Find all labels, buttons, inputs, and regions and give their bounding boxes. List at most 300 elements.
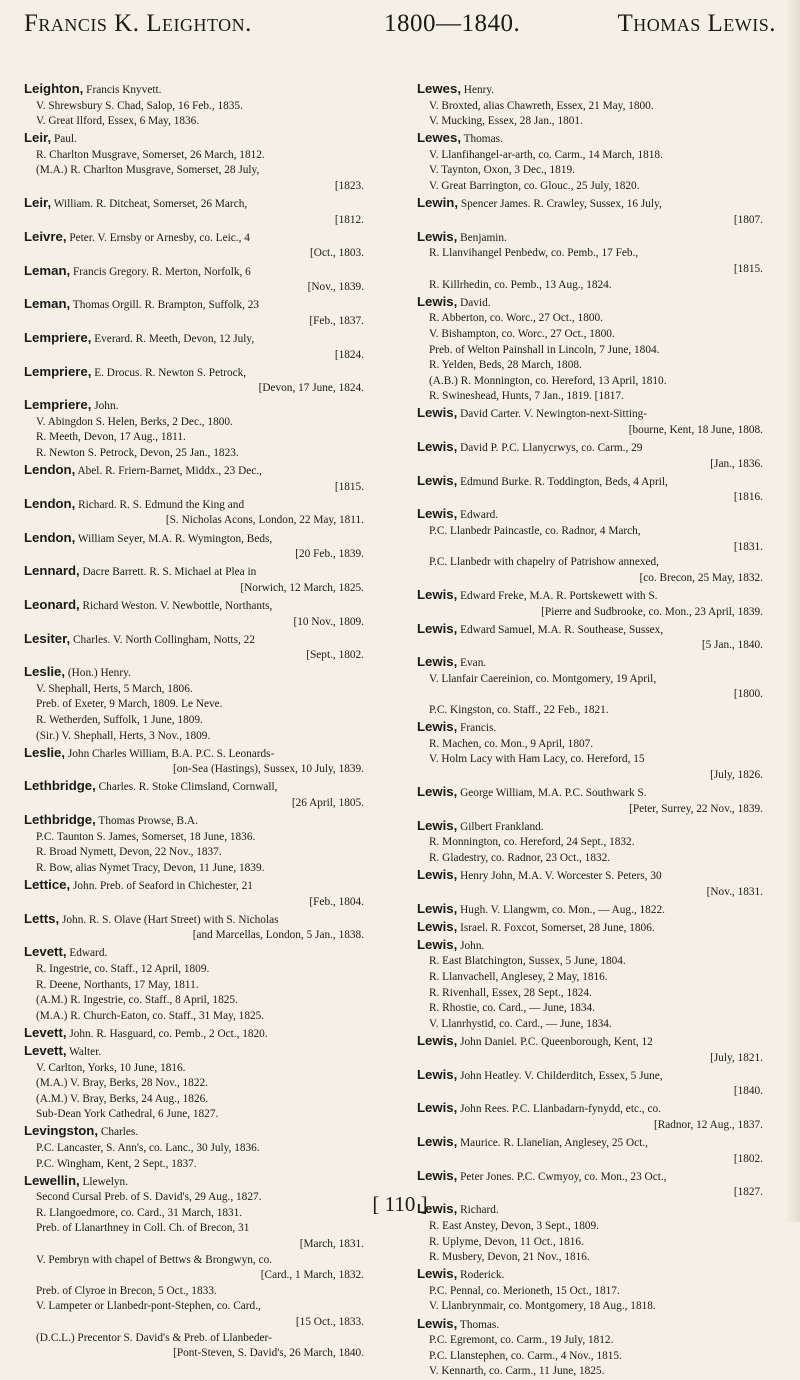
entry-heading-text: Peter Jones. P.C. Cwmyoy, co. Mon., 23 Oct., — [457, 1170, 667, 1183]
entry-line: Preb. of Llanarthney in Coll. Ch. of Brecon, 31 — [36, 1222, 250, 1235]
entry-line: R. East Blatchington, Sussex, 5 June, 1804. — [429, 955, 626, 968]
entry-line: [March, 1831. — [299, 1238, 364, 1251]
entry-line: (M.A.) V. Bray, Berks, 28 Nov., 1822. — [36, 1077, 208, 1090]
entry-heading-text: Paul. — [51, 133, 77, 146]
entry-surname: Lennard, — [24, 563, 80, 579]
entry-line: V. Bishampton, co. Worc., 27 Oct., 1800. — [429, 327, 615, 340]
entry-surname: Lewis, — [417, 586, 458, 602]
entry — [417, 901, 763, 919]
entry-line: (M.A.) R. Church-Eaton, co. Staff., 31 May, 1825. — [36, 1009, 265, 1022]
entry-line: P.C. Llanstephen, co. Carm., 4 Nov., 1815. — [429, 1349, 622, 1362]
left-column — [24, 81, 364, 1362]
entry-line: [Nov., 1831. — [706, 885, 763, 898]
entry-line: R. Meeth, Devon, 17 Aug., 1811. — [36, 431, 186, 444]
entry-line: [5 Jan., 1840. — [701, 639, 763, 652]
entry — [24, 229, 364, 262]
entry-surname: Leonard, — [24, 596, 80, 612]
entry-heading — [417, 1033, 763, 1051]
entry-line: R. Charlton Musgrave, Somerset, 26 March, 1812. — [36, 148, 265, 161]
entry-heading-text: George William, M.A. P.C. Southwark S. — [457, 787, 647, 800]
entry-surname: Leir, — [24, 130, 52, 146]
entry-surname: Lewis, — [417, 472, 458, 488]
entry-heading-text: Thomas Orgill. R. Brampton, Suffolk, 23 — [70, 299, 260, 312]
entry-surname: Lethbridge, — [24, 778, 96, 794]
entry-heading-text: (Hon.) Henry. — [65, 667, 131, 680]
entry-heading-text: John. R. Hasguard, co. Pemb., 2 Oct., 1820. — [66, 1027, 268, 1040]
entry-heading-text: Benjamin. — [457, 231, 507, 244]
entry-heading — [24, 745, 364, 763]
entry-line: R. Rhostie, co. Card., — June, 1834. — [429, 1002, 595, 1015]
entry-line: [Peter, Surrey, 22 Nov., 1839. — [629, 802, 763, 815]
entry-line: Preb. of Clyroe in Brecon, 5 Oct., 1833. — [36, 1284, 217, 1297]
entry-line: [1823. — [334, 180, 364, 193]
entry-heading — [24, 664, 364, 682]
entry-heading-text: Francis Knyvett. — [83, 84, 162, 96]
entry-line: Second Cursal Preb. of S. David's, 29 Aug., 1827. — [36, 1191, 262, 1204]
entry-heading — [417, 621, 763, 639]
entry — [24, 195, 364, 228]
entry-line: R. Abberton, co. Worc., 27 Oct., 1800. — [429, 312, 603, 325]
entry — [24, 1043, 364, 1123]
entry-heading-text: Thomas. — [460, 133, 503, 146]
entry-line: V. Taynton, Oxon, 3 Dec., 1819. — [429, 164, 575, 177]
entry-line: [10 Nov., 1809. — [293, 615, 364, 628]
entry-line: [Sept., 1802. — [306, 649, 364, 662]
entry-surname: Lendon, — [24, 495, 76, 511]
entry-heading — [24, 81, 364, 99]
entry-line: R. Newton S. Petrock, Devon, 25 Jan., 1823. — [36, 447, 239, 460]
entry — [417, 195, 763, 228]
entry-heading — [417, 81, 763, 99]
entry — [24, 877, 364, 910]
entry-heading — [417, 1100, 763, 1118]
right-column — [417, 81, 763, 1380]
entry-heading — [417, 1134, 763, 1152]
entry — [417, 784, 763, 817]
entry-line: V. Holm Lacy with Ham Lacy, co. Hereford, 15 — [429, 753, 645, 766]
entry-heading-text: Henry. — [460, 84, 495, 96]
entry-surname: Lewis, — [417, 228, 458, 244]
entry-surname: Lewis, — [417, 1201, 458, 1217]
entry — [417, 439, 763, 472]
entry-surname: Lethbridge, — [24, 812, 96, 828]
entry — [24, 745, 364, 778]
entry-line: [Jan., 1836. — [710, 457, 763, 470]
entry-line: [20 Feb., 1839. — [295, 548, 364, 561]
entry-line: V. Llanfihangel-ar-arth, co. Carm., 14 March, 1818. — [429, 148, 663, 161]
entry-heading — [417, 229, 763, 247]
entry-surname: Leman, — [24, 262, 71, 278]
entry-heading-text: Richard. — [457, 1204, 499, 1217]
entry — [417, 1033, 763, 1066]
entry-heading-text: William Seyer, M.A. R. Wymington, Beds, — [75, 532, 273, 545]
entry-line: [Card., 1 March, 1832. — [260, 1269, 364, 1282]
entry-heading-text: John Heatley. V. Childerditch, Essex, 5 June, — [457, 1069, 663, 1082]
entry-line: R. Wetherden, Suffolk, 1 June, 1809. — [36, 714, 203, 727]
entry-line: R. Bow, alias Nymet Tracy, Devon, 11 June, 1839. — [36, 861, 265, 874]
entry-heading — [24, 563, 364, 581]
entry-surname: Lewis, — [417, 719, 458, 735]
entry-heading-text: Israel. R. Foxcot, Somerset, 28 June, 1806. — [457, 921, 655, 934]
entry-surname: Leighton, — [24, 81, 84, 96]
page-edge-shadow — [786, 0, 800, 1222]
entry-surname: Lewis, — [417, 1134, 458, 1149]
entry-heading-text: Abel. R. Friern-Barnet, Middx., 23 Dec., — [75, 465, 262, 478]
entry-heading-text: Peter. V. Ernsby or Arnesby, co. Leic., 4 — [66, 231, 250, 244]
entry-heading-text: E. Drocus. R. Newton S. Petrock, — [91, 366, 247, 379]
entry — [24, 364, 364, 397]
entry-heading — [24, 877, 364, 895]
entry — [417, 294, 763, 405]
entry — [24, 496, 364, 529]
entry-surname: Lewis, — [417, 1167, 458, 1183]
entry-surname: Levett, — [24, 944, 67, 960]
entry-line: (Sir.) V. Shephall, Herts, 3 Nov., 1809. — [36, 729, 211, 742]
entry-heading — [24, 462, 364, 480]
entry-line: [July, 1826. — [710, 768, 763, 781]
entry — [417, 719, 763, 783]
entry-line: V. Pembryn with chapel of Bettws & Brongwyn, co. — [36, 1253, 273, 1266]
entry-line: V. Kennarth, co. Carm., 11 June, 1825. — [429, 1365, 605, 1378]
entry-heading — [24, 778, 364, 796]
entry-line: [July, 1821. — [710, 1051, 763, 1064]
entry-line: [Radnor, 12 Aug., 1837. — [653, 1118, 763, 1131]
entry-line: R. Deene, Northants, 17 May, 1811. — [36, 978, 199, 991]
entry-line: R. Llanvachell, Anglesey, 2 May, 1816. — [429, 971, 608, 984]
entry — [417, 1134, 763, 1167]
entry-heading-text: Francis Gregory. R. Merton, Norfolk, 6 — [70, 265, 251, 278]
header-date-range: 1800—1840. — [384, 10, 521, 37]
entry-line: V. Shrewsbury S. Chad, Salop, 16 Feb., 1835. — [36, 99, 243, 112]
entry-line: R. Gladestry, co. Radnor, 23 Oct., 1832. — [429, 851, 611, 864]
entry-line: [and Marcellas, London, 5 Jan., 1838. — [192, 929, 364, 942]
entry-line: (A.M.) R. Ingestrie, co. Staff., 8 April, 1825. — [36, 994, 238, 1007]
entry-surname: Lewis, — [417, 1100, 458, 1116]
entry — [24, 530, 364, 563]
entry-heading-text: Edward Samuel, M.A. R. Southease, Sussex, — [457, 623, 664, 636]
entry-line: (A.M.) V. Bray, Berks, 24 Aug., 1826. — [36, 1092, 209, 1105]
entry-line: [Pierre and Sudbrooke, co. Mon., 23 April, 1839. — [541, 605, 763, 618]
entry-heading-text: Edmund Burke. R. Toddington, Beds, 4 April, — [457, 475, 668, 488]
entry-heading — [24, 911, 364, 929]
entry-heading-text: Francis. — [457, 722, 497, 735]
entry-line: V. Great Ilford, Essex, 6 May, 1836. — [36, 115, 200, 128]
entry — [417, 229, 763, 293]
entry — [417, 506, 763, 586]
entry-heading-text: Evan. — [457, 657, 487, 670]
entry-heading-text: John. — [91, 400, 119, 413]
entry-heading-text: Thomas. — [457, 1318, 500, 1331]
entry-surname: Lewis, — [417, 918, 458, 934]
entry-heading — [417, 294, 763, 312]
entry-line: [1807. — [733, 213, 763, 226]
entry-surname: Lewes, — [417, 81, 461, 96]
entry-surname: Lewis, — [417, 405, 458, 421]
entry — [24, 462, 364, 495]
entry — [24, 1123, 364, 1172]
entry-line: [1815. — [334, 480, 364, 493]
entry-heading — [417, 1316, 763, 1334]
entry — [24, 911, 364, 944]
entry-heading-text: Edward. — [457, 509, 499, 522]
entry-heading — [417, 1266, 763, 1284]
entry-heading — [417, 1067, 763, 1085]
entry-heading — [24, 1025, 364, 1043]
entry-line: P.C. Llanbedr with chapelry of Patrishow annexed, — [429, 556, 659, 569]
entry-line: (A.B.) R. Monnington, co. Hereford, 13 April, 1810. — [429, 374, 667, 387]
entry-line: Preb. of Welton Painshall in Lincoln, 7 June, 1804. — [429, 343, 660, 356]
entry — [24, 296, 364, 329]
entry-surname: Lewis, — [417, 784, 458, 800]
page-number: [ 110 ] — [372, 1192, 428, 1216]
entry-heading-text: John Daniel. P.C. Queenborough, Kent, 12 — [457, 1035, 653, 1048]
entry-heading — [417, 1168, 763, 1186]
entry-line: [1800. — [733, 688, 763, 701]
entry-surname: Lewis, — [417, 867, 458, 882]
entry-line: R. Killrhedin, co. Pemb., 13 Aug., 1824. — [429, 278, 612, 291]
entry-line: Sub-Dean York Cathedral, 6 June, 1827. — [36, 1108, 219, 1121]
entry-heading-text: David. — [457, 296, 491, 309]
entry-line: [Pont-Steven, S. David's, 26 March, 1840. — [173, 1347, 364, 1360]
entry-surname: Lewes, — [417, 130, 461, 146]
entry-line: R. Yelden, Beds, 28 March, 1808. — [429, 359, 582, 372]
entry-line: V. Lampeter or Llanbedr-pont-Stephen, co. Card., — [36, 1300, 261, 1313]
entry-line: [co. Brecon, 25 May, 1832. — [639, 571, 763, 584]
entry-line: [26 April, 1805. — [291, 797, 364, 810]
entry-surname: Levingston, — [24, 1123, 98, 1139]
entry-heading — [24, 1173, 364, 1191]
entry-line: P.C. Pennal, co. Merioneth, 15 Oct., 1817. — [429, 1284, 620, 1297]
entry-line: V. Llanbrynmair, co. Montgomery, 18 Aug., 1818. — [429, 1300, 656, 1313]
entry-line: R. Swineshead, Hunts, 7 Jan., 1819. [1817. — [429, 390, 624, 403]
entry — [417, 473, 763, 506]
entry-surname: Lewis, — [417, 654, 458, 670]
header-left: Francis K. Leighton. — [24, 10, 252, 37]
entry-heading-text: David P. P.C. Llanycrwys, co. Carm., 29 — [457, 442, 643, 455]
entry-surname: Lempriere, — [24, 363, 92, 379]
entry-surname: Lesiter, — [24, 630, 71, 646]
entry-heading-text: John. Preb. of Seaford in Chichester, 21 — [70, 880, 253, 892]
entry — [417, 130, 763, 194]
entry-line: (D.C.L.) Precentor S. David's & Preb. of Llanbeder- — [36, 1331, 272, 1344]
entry-heading — [417, 654, 763, 672]
entry-heading-text: Richard. R. S. Edmund the King and — [75, 498, 245, 511]
entry-line: [Oct., 1803. — [310, 247, 364, 260]
entry-surname: Levett, — [24, 1024, 67, 1040]
entry-line: R. Monnington, co. Hereford, 24 Sept., 1832. — [429, 836, 635, 849]
entry-line: [1831. — [733, 540, 763, 553]
entry-line: V. Carlton, Yorks, 10 June, 1816. — [36, 1061, 186, 1074]
entry-line: V. Mucking, Essex, 28 Jan., 1801. — [429, 115, 583, 128]
entry-heading-text: Thomas Prowse, B.A. — [95, 815, 198, 828]
entry-heading — [417, 130, 763, 148]
entry-surname: Lewis, — [417, 620, 458, 636]
entry-heading — [24, 496, 364, 514]
entry — [417, 1067, 763, 1100]
running-header — [24, 10, 776, 50]
entry-heading — [24, 1043, 364, 1061]
entry-line: R. Rivenhall, Essex, 28 Sept., 1824. — [429, 986, 592, 999]
entry-line: [1815. — [733, 263, 763, 276]
entry-heading — [417, 587, 763, 605]
entry-heading-text: Richard Weston. V. Newbottle, Northants, — [79, 599, 273, 612]
entry-line: [1824. — [334, 348, 364, 361]
entry — [24, 330, 364, 363]
entry-heading-text: William. R. Ditcheat, Somerset, 26 March, — [51, 198, 248, 211]
entry-surname: Letts, — [24, 910, 60, 926]
entry-heading — [24, 1123, 364, 1141]
entry-heading — [24, 130, 364, 148]
entry-surname: Lewellin, — [24, 1172, 80, 1188]
entry-line: [Feb., 1804. — [309, 895, 364, 908]
entry-heading-text: David Carter. V. Newington-next-Sitting- — [457, 408, 648, 421]
entry-heading — [24, 296, 364, 314]
entry-line: [Feb., 1837. — [309, 314, 364, 327]
entry-heading — [24, 229, 364, 247]
entry-surname: Lewis, — [417, 1032, 458, 1048]
entry-heading-text: Dacre Barrett. R. S. Michael at Plea in — [79, 566, 257, 579]
entry-heading-text: Everard. R. Meeth, Devon, 12 July, — [91, 332, 255, 345]
entry — [24, 563, 364, 596]
entry-line: R. Machen, co. Mon., 9 April, 1807. — [429, 737, 594, 750]
entry — [417, 405, 763, 438]
entry-line: V. Great Barrington, co. Glouc., 25 July, 1820. — [429, 180, 640, 193]
entry-heading-text: Maurice. R. Llanelian, Anglesey, 25 Oct., — [457, 1137, 648, 1149]
entry — [24, 81, 364, 130]
entry-line: P.C. Taunton S. James, Somerset, 18 June, 1836. — [36, 830, 256, 843]
entry-surname: Lewis, — [417, 439, 458, 455]
entry-surname: Lewis, — [417, 293, 458, 309]
entry — [24, 812, 364, 876]
entry-heading — [417, 195, 763, 213]
entry-surname: Lewis, — [417, 900, 458, 916]
entry-heading — [417, 901, 763, 919]
entry-line: R. Llanvihangel Penbedw, co. Pemb., 17 Feb., — [429, 247, 639, 260]
entry-heading — [417, 506, 763, 524]
entry-line: V. Llanrhystid, co. Card., — June, 1834. — [429, 1017, 612, 1030]
entry — [24, 597, 364, 630]
entry-surname: Leslie, — [24, 664, 66, 680]
entry-line: [15 Oct., 1833. — [295, 1316, 364, 1329]
entry-line: P.C. Llanbedr Paincastle, co. Radnor, 4 March, — [429, 525, 641, 538]
entry-surname: Lendon, — [24, 529, 76, 545]
entry-heading — [24, 397, 364, 415]
entry-surname: Lewis, — [417, 1315, 458, 1331]
entry-heading-text: Hugh. V. Llangwm, co. Mon., — Aug., 1822. — [457, 903, 665, 916]
entry-line: V. Llanfair Caereinion, co. Montgomery, 19 April, — [429, 672, 657, 685]
entry-heading — [417, 473, 763, 491]
entry — [24, 130, 364, 194]
entry-line: [bourne, Kent, 18 June, 1808. — [628, 423, 763, 436]
entry-heading — [417, 719, 763, 737]
entry-line: [1840. — [733, 1085, 763, 1098]
entry-heading-text: Walter. — [66, 1045, 102, 1058]
entry-surname: Leir, — [24, 195, 52, 211]
entry-heading — [417, 867, 763, 885]
entry-surname: Leslie, — [24, 744, 66, 760]
entry-line: Preb. of Exeter, 9 March, 1809. Le Neve. — [36, 698, 223, 711]
entry-heading-text: Charles. — [98, 1126, 139, 1139]
entry-surname: Leman, — [24, 296, 71, 312]
entry — [417, 867, 763, 900]
entry-line: V. Abingdon S. Helen, Berks, 2 Dec., 1800. — [36, 415, 233, 428]
entry-line: [on-Sea (Hastings), Sussex, 10 July, 1839. — [173, 763, 364, 776]
entry-surname: Lewis, — [417, 506, 458, 522]
entry-line: [1816. — [733, 491, 763, 504]
entry — [417, 1100, 763, 1133]
entry-surname: Lewis, — [417, 1066, 458, 1082]
entry-surname: Lewis, — [417, 817, 458, 833]
entry-line: P.C. Kingston, co. Staff., 22 Feb., 1821. — [429, 704, 609, 717]
entry — [417, 81, 763, 130]
entry-heading-text: Charles. R. Stoke Climsland, Cornwall, — [95, 781, 278, 794]
entry-heading-text: Roderick. — [457, 1269, 505, 1282]
entry-line: [1802. — [733, 1152, 763, 1165]
entry — [417, 621, 763, 654]
entry-surname: Lempriere, — [24, 329, 92, 345]
entry-line: [Norwich, 12 March, 1825. — [240, 581, 364, 594]
entry-heading-text: Spencer James. R. Crawley, Sussex, 16 July, — [458, 198, 662, 211]
entry — [24, 944, 364, 1024]
entry-line: V. Shephall, Herts, 5 March, 1806. — [36, 682, 193, 695]
entry-heading-text: Charles. V. North Collingham, Notts, 22 — [70, 633, 255, 646]
entry-line: R. Ingestrie, co. Staff., 12 April, 1809. — [36, 962, 210, 975]
entry-surname: Lempriere, — [24, 397, 92, 413]
entry — [417, 1316, 763, 1380]
entry-line: [Nov., 1839. — [307, 281, 364, 294]
entry-surname: Lewis, — [417, 1266, 458, 1282]
entry-heading-text: Henry John, M.A. V. Worcester S. Peters, 30 — [457, 870, 662, 882]
entry — [417, 1266, 763, 1315]
entry-line: P.C. Wingham, Kent, 2 Sept., 1837. — [36, 1157, 197, 1170]
entry — [24, 1025, 364, 1043]
entry-surname: Levett, — [24, 1042, 67, 1058]
entry — [417, 937, 763, 1033]
entry-heading — [24, 195, 364, 213]
entry — [417, 654, 763, 718]
header-right: Thomas Lewis. — [617, 10, 776, 37]
entry-heading — [24, 631, 364, 649]
entry-heading-text: Llewelyn. — [79, 1175, 129, 1188]
entry-heading — [417, 784, 763, 802]
entry-line: R. Uplyme, Devon, 11 Oct., 1816. — [429, 1235, 584, 1248]
entry — [417, 587, 763, 620]
entry-heading-text: John Charles William, B.A. P.C. S. Leonards- — [65, 747, 275, 760]
entry-line: [1827. — [733, 1186, 763, 1199]
entry-surname: Lendon, — [24, 462, 76, 478]
entry-line: R. Broad Nymett, Devon, 22 Nov., 1837. — [36, 846, 222, 859]
entry-heading-text: Edward. — [66, 947, 108, 960]
entry-surname: Lewin, — [417, 195, 459, 211]
entry-heading — [417, 919, 763, 937]
entry-surname: Lewis, — [417, 936, 458, 952]
entry-heading — [24, 597, 364, 615]
entry-heading-text: Edward Freke, M.A. R. Portskewett with S. — [457, 589, 658, 602]
entry-line: R. Llangoedmore, co. Card., 31 March, 1831. — [36, 1206, 243, 1219]
entry — [417, 919, 763, 937]
entry-surname: Leivre, — [24, 228, 67, 244]
entry-line: P.C. Egremont, co. Carm., 19 July, 1812. — [429, 1334, 614, 1347]
entry-heading — [24, 263, 364, 281]
entry — [24, 631, 364, 664]
entry — [24, 397, 364, 461]
entry-heading — [24, 812, 364, 830]
entry-heading — [24, 530, 364, 548]
entry-heading — [417, 818, 763, 836]
entry-line: [S. Nicholas Acons, London, 22 May, 1811. — [165, 514, 364, 527]
entry-line: [Devon, 17 June, 1824. — [258, 382, 364, 395]
entry-heading — [24, 944, 364, 962]
